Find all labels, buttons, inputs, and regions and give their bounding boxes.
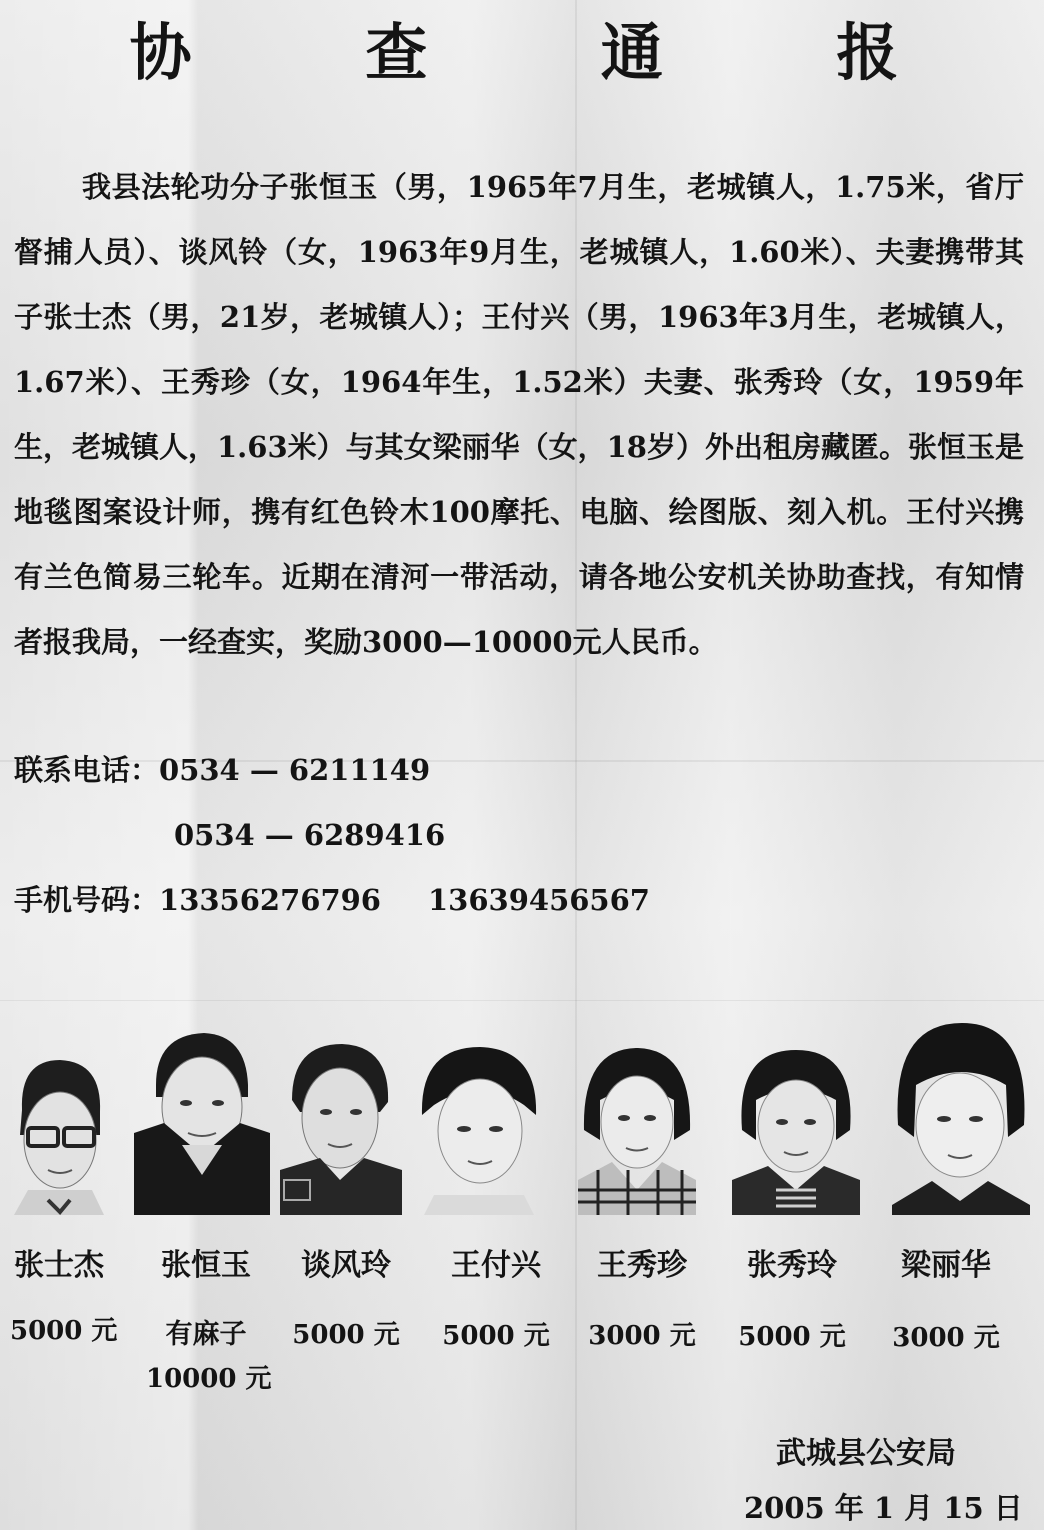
person-name: 张士杰 [14, 1248, 104, 1283]
reward-amount: 10000 元 [146, 1364, 272, 1394]
person-name: 谈风玲 [301, 1248, 391, 1283]
mobile-line [14, 880, 381, 920]
mobile-number-1: 13356276796 [159, 883, 381, 917]
portrait-photo [414, 1035, 544, 1215]
portrait-row [0, 995, 1044, 1225]
phone-line [14, 750, 430, 790]
portrait-photo [134, 1015, 270, 1215]
portrait-photo [578, 1030, 696, 1215]
reward-amount: 3000 元 [892, 1323, 1000, 1353]
reward-amount: 5000 元 [442, 1321, 550, 1351]
phone-label: 联系电话： [14, 753, 160, 787]
reward-amount: 3000 元 [588, 1321, 696, 1351]
notice-title: 协 查 通 报 [129, 16, 975, 89]
portrait-photo [892, 1015, 1030, 1215]
reward-note: 有麻子 [165, 1319, 247, 1350]
phone-line-2 [174, 815, 445, 855]
mobile-line-2 [428, 880, 650, 920]
issuing-authority: 武城县公安局 [776, 1436, 956, 1471]
person-name: 王付兴 [451, 1248, 541, 1283]
portrait-photo [732, 1030, 860, 1215]
reward-amount: 5000 元 [10, 1316, 118, 1346]
person-name: 张秀玲 [747, 1248, 837, 1283]
reward-amount: 5000 元 [738, 1322, 846, 1352]
person-name: 张恒玉 [161, 1248, 251, 1283]
mobile-number-2: 13639456567 [428, 883, 650, 917]
issue-date: 2005 年 1 月 15 日 [744, 1491, 1023, 1525]
notice-body: 我县法轮功分子张恒玉（男，1965年7月生，老城镇人，1.75米，省厅督捕人员）、谈风铃（女，1963年9月生，老城镇人，1.60米）、夫妻携带其子张士杰（男，21岁，老城镇人）；王付兴（男，1963年3月生，老城镇人，1.67米）、王秀珍（女，1964年生，1.52米）夫妻、张秀玲（女，1959年生，老城镇人，1.63米）与其女梁丽华（女，18岁）外出租房藏匿。张恒玉是地毯图案设计师，携有红色铃木100摩托、电脑、绘图版、刻入机。王付兴携有兰色简易三轮车。近期在清河一带活动，请各地公安机关协助查找，有知情者报我局，一经查实，奖励3000—10000元人民币。 [14, 170, 1024, 659]
mobile-label: 手机号码： [14, 883, 160, 917]
phone-number-2: 0534 — 6289416 [174, 818, 446, 852]
person-name: 王秀珍 [597, 1248, 687, 1283]
portrait-photo [280, 1030, 402, 1215]
portrait-photo [8, 1040, 110, 1215]
phone-number-1: 0534 — 6211149 [159, 753, 431, 787]
reward-amount: 5000 元 [292, 1320, 400, 1350]
person-name: 梁丽华 [901, 1248, 991, 1283]
